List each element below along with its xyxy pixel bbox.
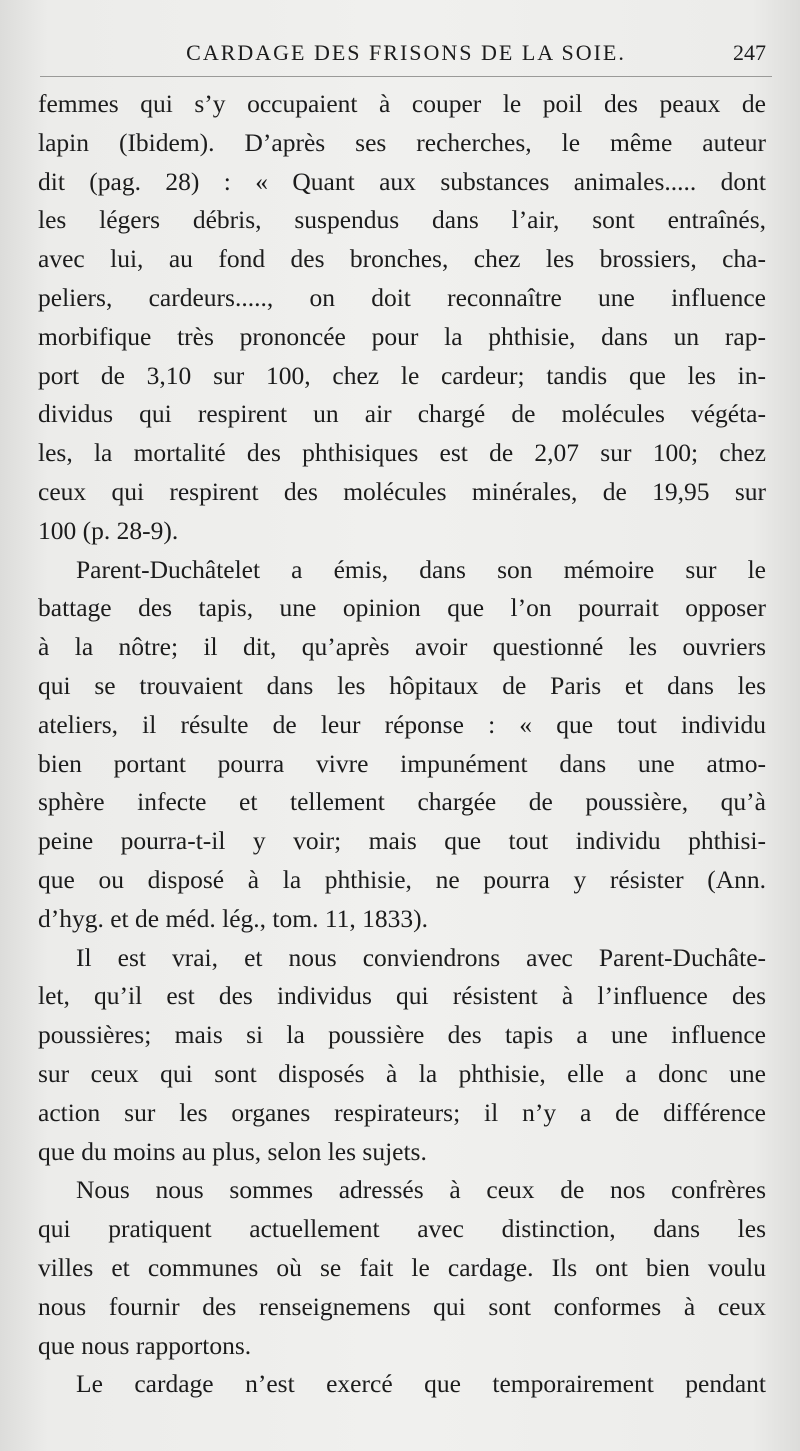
text-line: ceux qui respirent des molécules minérales, de 19,95 sur: [38, 476, 766, 506]
text-line: action sur les organes respirateurs; il n’y a de différence: [38, 1097, 766, 1127]
text-line: dit (pag. 28) : « Quant aux substances animales..... dont: [38, 166, 766, 196]
text-line: Nous nous sommes adressés à ceux de nos confrères: [76, 1175, 766, 1205]
text-line: sur ceux qui sont disposés à la phthisie, elle a donc une: [38, 1058, 766, 1088]
text-line: peliers, cardeurs....., on doit reconnaître une influence: [38, 282, 766, 312]
text-line: nous fournir des renseignemens qui sont conformes à ceux: [38, 1291, 766, 1321]
page-number: 247: [733, 40, 766, 65]
body-text: [38, 85, 766, 1404]
running-title: CARDAGE DES FRISONS DE LA SOIE.: [186, 40, 626, 65]
text-line: qui se trouvaient dans les hôpitaux de Paris et dans les: [38, 670, 766, 700]
text-line: port de 3,10 sur 100, chez le cardeur; tandis que les in-: [38, 360, 766, 390]
text-line: qui pratiquent actuellement avec distinction, dans les: [38, 1214, 766, 1244]
text-line: les, la mortalité des phthisiques est de 2,07 sur 100; chez: [38, 438, 766, 468]
text-line: morbifique très prononcée pour la phthisie, dans un rap-: [38, 321, 766, 351]
text-line: peine pourra-t-il y voir; mais que tout individu phthisi-: [38, 826, 766, 856]
text-line: 100 (p. 28-9).: [38, 515, 179, 545]
text-line: sphère infecte et tellement chargée de poussière, qu’à: [38, 787, 766, 817]
text-line: poussières; mais si la poussière des tapis a une influence: [38, 1020, 766, 1050]
text-line: avec lui, au fond des bronches, chez les brossiers, cha-: [38, 244, 766, 274]
page-header: [40, 36, 772, 77]
text-line: Parent-Duchâtelet a émis, dans son mémoire sur le: [76, 554, 766, 584]
text-line: femmes qui s’y occupaient à couper le poil des peaux de: [38, 89, 766, 118]
text-line: que du moins au plus, selon les sujets.: [38, 1136, 427, 1166]
text-line: que nous rapportons.: [38, 1330, 252, 1360]
text-line: d’hyg. et de méd. lég., tom. 11, 1833).: [38, 903, 428, 933]
text-line: dividus qui respirent un air chargé de molécules végéta-: [38, 399, 766, 429]
text-line: ateliers, il résulte de leur réponse : « que tout individu: [38, 709, 766, 739]
text-line: à la nôtre; il dit, qu’après avoir questionné les ouvriers: [38, 632, 766, 662]
text-line: Le cardage n’est exercé que temporairement pendant: [76, 1369, 766, 1399]
text-line: lapin (Ibidem). D’après ses recherches, le même auteur: [38, 127, 766, 157]
text-line: villes et communes où se fait le cardage. Ils ont bien voulu: [38, 1252, 766, 1282]
text-line: que ou disposé à la phthisie, ne pourra y résister (Ann.: [38, 864, 766, 894]
text-line: let, qu’il est des individus qui résistent à l’influence des: [38, 981, 766, 1011]
text-line: bien portant pourra vivre impunément dans une atmo-: [38, 748, 766, 778]
text-line: Il est vrai, et nous conviendrons avec Parent-Duchâte-: [76, 942, 766, 972]
text-line: battage des tapis, une opinion que l’on pourrait opposer: [38, 593, 766, 623]
text-line: les légers débris, suspendus dans l’air, sont entraînés,: [38, 205, 766, 235]
